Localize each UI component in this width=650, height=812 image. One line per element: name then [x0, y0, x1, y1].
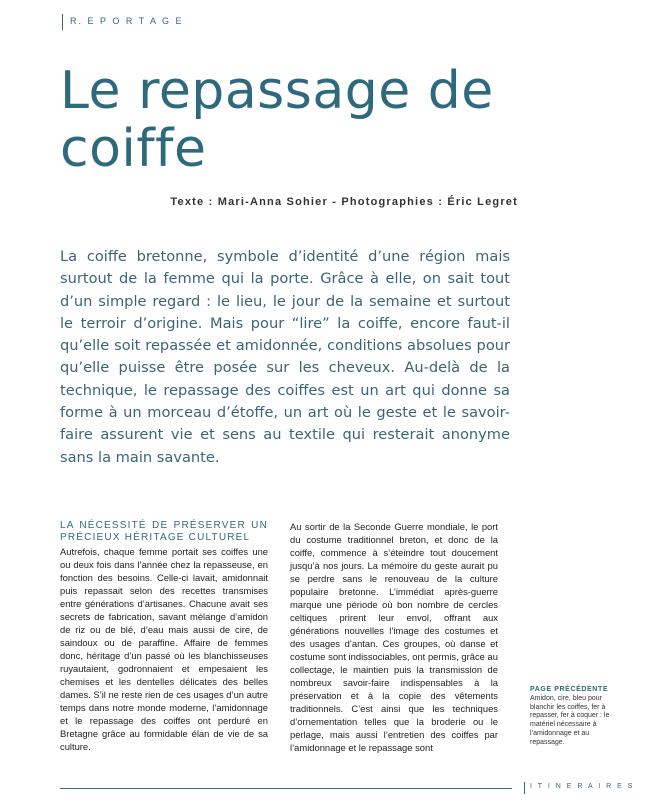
caption-title: PAGE PRÉCÉDENTE	[530, 686, 609, 693]
body-paragraph-2: Au sortir de la Seconde Guerre mondiale, le port du costume traditionnel breton, et donc de la coiffe, commence à s’éteindre tout doucement jusqu’à nos jours. La mémoire du geste aurait pu se perdre sans le renouveau de la culture populaire bretonne. L’immédiat après-guerre marque une période où bon nombre de cercles celtiques prirent leur envol, offrant aux générations nouvelles l’image des costumes et des usages d’antan. Ces groupes, où danse et costume sont indissociables, ont permis, grâce au collectage, le maintien puis la transmission de nombreux savoir-faire indispensables à la préservation et à la copie des vêtements traditionnels. C’est ainsi que les techniques d’ornementation telles que la broderie ou le perlage, mais aussi l’entretien des coiffes par l’amidonnage et le repassage sont	[290, 521, 498, 753]
section-subhead: LA NÉCESSITÉ DE PRÉSERVER UN PRÉCIEUX HÉRITAGE CULTUREL	[60, 520, 268, 543]
section-rubric: R. E P O R T A G E	[70, 16, 184, 26]
caption-text: Amidon, cire, bleu pour blanchir les coiffes, fer à repasser, fer à coquer : le matériel nécessaire à l’amidonnage et au repassage.	[530, 694, 610, 746]
header-rule	[62, 14, 63, 30]
footer-label: I T I N E R A I R E S	[530, 783, 635, 790]
body-column-left	[60, 520, 268, 753]
footer-rule	[60, 788, 512, 789]
article-credits: Texte : Mari-Anna Sohier - Photographies : Éric Legret	[170, 196, 518, 208]
body-paragraph-1: Autrefois, chaque femme portait ses coiffes une ou deux fois dans l’année chez la repasseuse, en fonction des besoins. Celle-ci lavait, amidonnait puis repassait selon des recettes transmises entre générations d’artisanes. Chacune avait ses secrets de fabrication, savant mélange d’amidon de riz ou de blé, d’eau mais aussi de cire, de saindoux ou de paraffine. Affaire de femmes donc, héritage d’un passé où les blanchisseuses ruyautaient, godronnaient et empesaient les chemises et les dentelles délicates des belles dames. S’il ne reste rien de ces usages d’un autre temps dans notre monde moderne, l’amidonnage et le repassage des coiffes ont perduré en Bretagne grâce au formidable élan de vie de sa culture.	[60, 546, 268, 752]
photo-caption	[530, 686, 620, 748]
footer-mark	[524, 782, 525, 794]
article-lede: La coiffe bretonne, symbole d’identité d’une région mais surtout de la femme qui la porte. Grâce à elle, on sait tout d’un simple regard : le lieu, le jour de la semaine et surtout le terroir d’origine. Mais pour “lire” la coiffe, encore faut-il qu’elle soit repassée et amidonnée, conditions absolues pour qu’elle puisse être posée sur les cheveux. Au-delà de la technique, le repassage des coiffes est un art qui donne sa forme à un morceau d’étoffe, un art où le geste et le savoir-faire assurent vie et sens au textile qui resterait anonyme sans la main savante.	[60, 248, 510, 466]
body-column-right	[290, 520, 498, 754]
article-title: Le repassage de coiffe	[60, 61, 494, 179]
